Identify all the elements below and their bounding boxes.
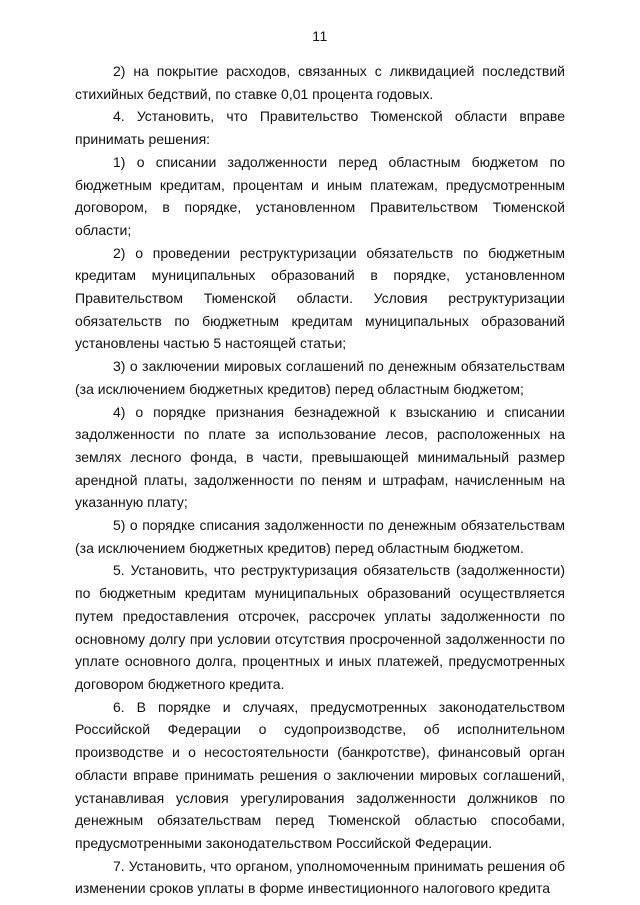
paragraph-item-4-forest-debt: 4) о порядке признания безнадежной к взысканию и списании задолженности по плате за использование лесов, расположенных на землях лесного фонда, в части, превышающей минимальный размер арендной платы, задолженности по пеням и штрафам, начисленным на указанную плату; <box>75 403 565 511</box>
paragraph-clause-6: 6. В порядке и случаях, предусмотренных законодательством Российской Федерации о судопроизводстве, об исполнительном производстве и о несостоятельности (банкротстве), финансовый орган области вправе принимать решения о заключении мировых соглашений, устанавливая условия урегулирования задолженности должников по денежным обязательствам перед Тюменской областью способами, предусмотренными законодательством Российской Федерации. <box>75 698 565 851</box>
paragraph-clause-7: 7. Установить, что органом, уполномоченным принимать решения об изменении сроков уплаты в форме инвестиционного налогового кредита <box>75 857 565 897</box>
document-body <box>75 60 565 900</box>
paragraph-item-2-natural-disasters: 2) на покрытие расходов, связанных с ликвидацией последствий стихийных бедствий, по ставке 0,01 процента годовых. <box>75 63 565 102</box>
page-number: 11 <box>312 28 328 44</box>
paragraph-item-5-write-off-procedure: 5) о порядке списания задолженности по денежным обязательствам (за исключением бюджетных кредитов) перед областным бюджетом. <box>75 517 565 556</box>
paragraph-item-1-debt-write-off: 1) о списании задолженности перед областным бюджетом по бюджетным кредитам, процентам и иным платежам, предусмотренным договором, в порядке, установленном Правительством Тюменской области; <box>75 153 565 238</box>
paragraph-clause-4: 4. Установить, что Правительство Тюменской области вправе принимать решения: <box>75 108 565 148</box>
paragraph-clause-5: 5. Установить, что реструктуризация обязательств (задолженности) по бюджетным кредитам муниципальных образований осуществляется путем предоставления отсрочек, рассрочек уплаты задолженности по основному долгу при условии отсутствия просроченной задолженности по уплате основного долга, процентных и иных платежей, предусмотренных договором бюджетного кредита. <box>75 562 565 692</box>
paragraph-item-2-restructuring: 2) о проведении реструктуризации обязательств по бюджетным кредитам муниципальных образований в порядке, установленном Правительством Тюменской области. Условия реструктуризации обязательств по бюджетным кредитам муниципальных образований установлены частью 5 настоящей статьи; <box>75 244 565 352</box>
paragraph-item-3-settlements: 3) о заключении мировых соглашений по денежным обязательствам (за исключением бюджетных кредитов) перед областным бюджетом; <box>75 358 565 397</box>
